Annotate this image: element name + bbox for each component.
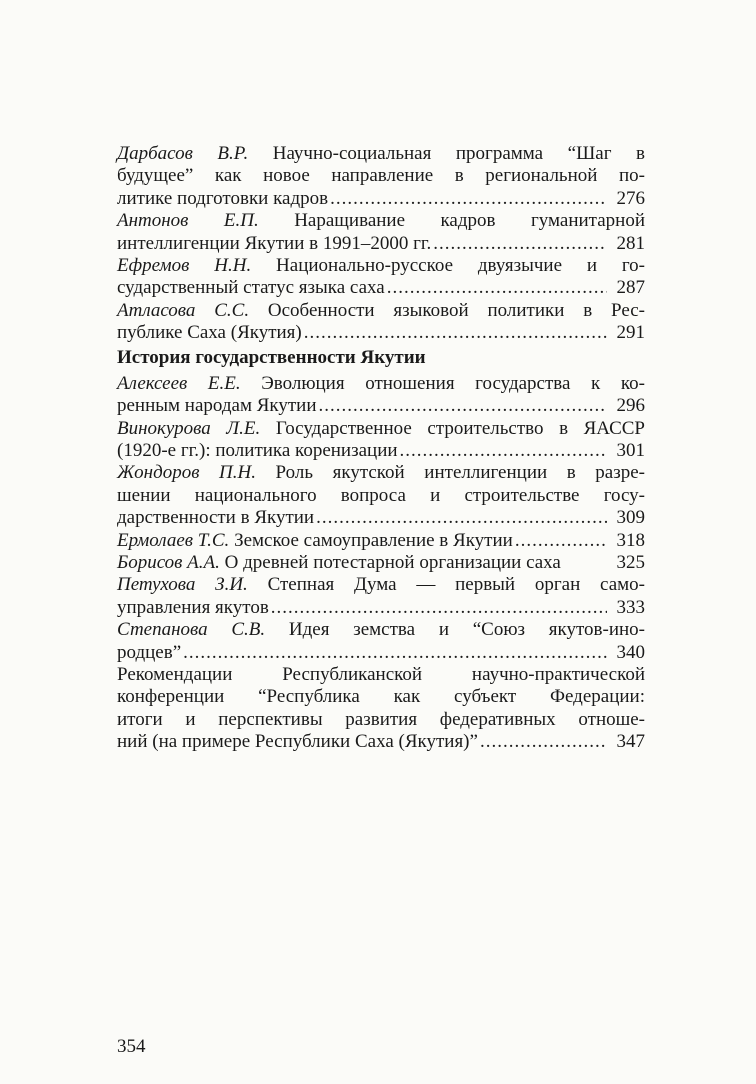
toc-title: Идея земства и “Союз якутов-ино- — [265, 619, 645, 641]
toc-line-text — [117, 233, 431, 255]
toc-page-number: 318 — [616, 529, 645, 551]
toc-line-text — [117, 731, 478, 753]
toc-title: Наращивание кадров гуманитарной — [258, 210, 645, 232]
toc-title: ний (на примере Республики Саха (Якутия)” — [117, 731, 478, 753]
toc-line — [117, 210, 645, 232]
toc-line — [117, 507, 645, 529]
page-number: 354 — [117, 1036, 146, 1057]
toc-title: шении национального вопроса и строительстве госу- — [117, 484, 645, 506]
toc-page-number: 333 — [616, 596, 645, 618]
toc-line — [117, 165, 645, 187]
toc-author: Дарбасов В.Р. — [117, 143, 249, 164]
toc-title: Рекомендации Республиканской научно-практической — [117, 663, 645, 685]
toc-author: Атласова С.С. — [117, 299, 250, 321]
dot-leader — [316, 507, 607, 529]
toc-title: Степная Дума — первый орган само- — [247, 574, 645, 596]
toc-title: конференции “Республика как субъект Федерации: — [117, 686, 645, 708]
toc-author: Борисов А.А. — [117, 552, 220, 574]
toc-page-number: 281 — [616, 232, 645, 254]
toc-line — [117, 440, 645, 462]
toc-author: Антонов Е.П. — [117, 210, 259, 232]
toc-entry — [117, 552, 645, 574]
toc-line — [117, 300, 645, 322]
toc-page-number: 309 — [616, 507, 645, 529]
toc-line — [117, 552, 645, 574]
toc-line — [117, 530, 645, 552]
toc-line-text — [117, 642, 181, 664]
toc-author: Жондоров П.Н. — [117, 462, 256, 484]
toc-title: будущее” как новое направление в региональной по- — [117, 165, 645, 187]
toc-line — [117, 597, 645, 619]
toc-page-number: 340 — [616, 641, 645, 663]
toc-line — [117, 619, 645, 641]
toc-title: Земское самоуправление в Якутии — [229, 529, 513, 551]
toc-entry — [117, 574, 645, 619]
dot-leader — [480, 731, 607, 753]
toc-author: Винокурова Л.Е. — [117, 417, 261, 439]
toc-entry — [117, 530, 645, 552]
toc-entry — [117, 664, 645, 754]
toc-title: управления якутов — [117, 596, 269, 618]
toc-line-text — [117, 552, 561, 574]
toc-title: ренным народам Якутии — [117, 395, 317, 417]
toc-title: (1920-е гг.): политика коренизации — [117, 440, 398, 462]
dot-leader — [515, 530, 607, 552]
toc-author: Алексеев Е.Е. — [117, 372, 241, 394]
toc-title: Государственное строительство в ЯАССР — [260, 417, 645, 439]
dot-leader — [433, 233, 607, 255]
toc-page-number: 296 — [616, 395, 645, 417]
toc-line-text — [117, 597, 269, 619]
toc-entry — [117, 255, 645, 300]
toc-author: Степанова С.В. — [117, 619, 266, 641]
toc-line — [117, 709, 645, 731]
toc-line — [117, 418, 645, 440]
toc-title: итоги и перспективы развития федеративных отноше- — [117, 708, 645, 730]
toc-line — [117, 731, 645, 753]
toc-page-number: 276 — [616, 187, 645, 209]
dot-leader — [304, 322, 607, 344]
toc-title: Эволюция отношения государства к ко- — [240, 372, 645, 394]
toc-line — [117, 664, 645, 686]
toc-entry — [117, 143, 645, 210]
toc-page-number: 291 — [616, 322, 645, 344]
toc-entry — [117, 418, 645, 463]
section-heading: История государственности Якутии — [117, 346, 426, 368]
toc-author: Ермолаев Т.С. — [117, 529, 230, 551]
toc-line — [117, 462, 645, 484]
toc-line — [117, 485, 645, 507]
toc-line — [117, 642, 645, 664]
toc-page-number: 287 — [616, 277, 645, 299]
toc-page-number: 301 — [616, 440, 645, 462]
toc-page-number: 347 — [616, 731, 645, 753]
toc-author: Ефремов Н.Н. — [117, 254, 252, 276]
toc-title: Национально-русское двуязычие и го- — [251, 254, 646, 276]
toc-title: Роль якутской интеллигенции в разре- — [255, 462, 645, 484]
toc-entry — [117, 619, 645, 664]
toc-title: Научно-социальная программа “Шаг в — [248, 143, 645, 164]
toc-entry — [117, 300, 645, 345]
dot-leader — [319, 395, 607, 417]
toc-entry — [117, 210, 645, 255]
toc-line-text — [117, 440, 398, 462]
toc-line-text — [117, 395, 317, 417]
toc-line — [117, 143, 645, 165]
toc-line-text — [117, 507, 314, 529]
toc-line-text — [117, 322, 302, 344]
table-of-contents — [117, 143, 645, 754]
dot-leader — [183, 642, 607, 664]
toc-title: сударственный статус языка саха — [117, 277, 385, 299]
toc-line — [117, 255, 645, 277]
toc-line-text — [117, 188, 328, 210]
dot-leader — [400, 440, 607, 462]
toc-title: родцев” — [117, 641, 182, 663]
toc-title: литике подготовки кадров — [117, 187, 329, 209]
toc-line — [117, 188, 645, 210]
toc-title: дарственности в Якутии — [117, 507, 315, 529]
toc-page-number: 325 — [616, 552, 645, 574]
toc-entry — [117, 373, 645, 418]
toc-title: О древней потестарной организации саха — [219, 552, 561, 574]
toc-line — [117, 277, 645, 299]
toc-line — [117, 373, 645, 395]
toc-line — [117, 574, 645, 596]
toc-line — [117, 395, 645, 417]
dot-leader — [271, 597, 607, 619]
toc-line — [117, 686, 645, 708]
dot-leader — [387, 277, 607, 299]
toc-title: публике Саха (Якутия) — [117, 322, 302, 344]
dot-leader — [330, 188, 607, 210]
toc-author: Петухова З.И. — [117, 574, 248, 596]
toc-line-text — [117, 530, 513, 552]
toc-entry — [117, 462, 645, 529]
toc-line — [117, 322, 645, 344]
toc-line-text — [117, 277, 385, 299]
toc-line — [117, 233, 645, 255]
toc-title: Особенности языковой политики в Рес- — [249, 299, 645, 321]
toc-title: интеллигенции Якутии в 1991–2000 гг. — [117, 232, 432, 254]
